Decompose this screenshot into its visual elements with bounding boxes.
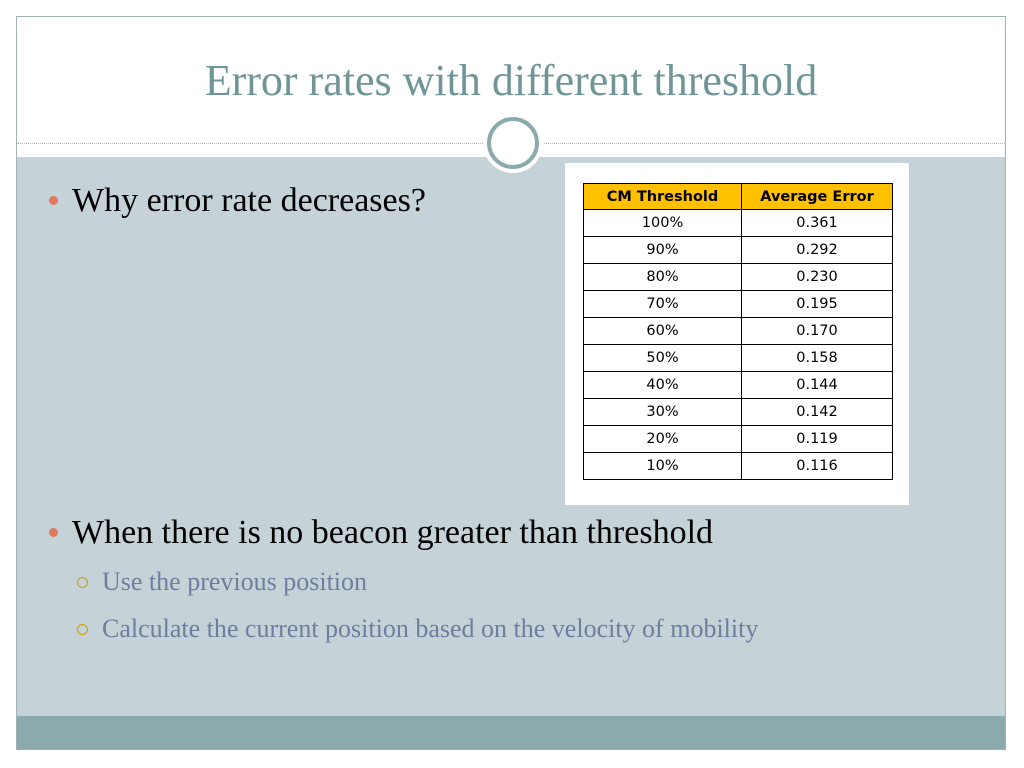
- table-cell: 0.361: [742, 210, 893, 237]
- sub-bullet-2-text: Calculate the current position based on the velocity of mobility: [102, 614, 759, 643]
- table-cell: 0.116: [742, 453, 893, 480]
- table-cell: 50%: [584, 345, 742, 372]
- table-cell: 80%: [584, 264, 742, 291]
- slide: [16, 16, 1006, 750]
- table-cell: 40%: [584, 372, 742, 399]
- table-cell: 0.158: [742, 345, 893, 372]
- table-cell: 30%: [584, 399, 742, 426]
- table-row: [584, 345, 893, 372]
- bullet-1-text: Why error rate decreases?: [72, 182, 426, 219]
- table-cell: 20%: [584, 426, 742, 453]
- table-cell: 0.170: [742, 318, 893, 345]
- bullet-dot-icon: [49, 528, 58, 537]
- sub-bullet-1-text: Use the previous position: [102, 567, 368, 596]
- table-row: [584, 291, 893, 318]
- table-row: [584, 399, 893, 426]
- table-cell: 0.292: [742, 237, 893, 264]
- table-cell: 60%: [584, 318, 742, 345]
- table-cell: 0.119: [742, 426, 893, 453]
- table-header: Average Error: [742, 184, 893, 210]
- table-header: CM Threshold: [584, 184, 742, 210]
- table-header-row: [584, 184, 893, 210]
- table-cell: 70%: [584, 291, 742, 318]
- sub-bullet-1: [77, 567, 367, 597]
- table-row: [584, 237, 893, 264]
- table-row: [584, 210, 893, 237]
- table-cell: 0.142: [742, 399, 893, 426]
- ring-bullet-icon: [77, 577, 88, 588]
- bullet-2-text: When there is no beacon greater than threshold: [72, 514, 714, 551]
- table-cell: 0.144: [742, 372, 893, 399]
- table-row: [584, 453, 893, 480]
- table-cell: 0.230: [742, 264, 893, 291]
- table-cell: 90%: [584, 237, 742, 264]
- circle-ornament-icon: [487, 117, 539, 169]
- table-row: [584, 318, 893, 345]
- bullet-2: [49, 513, 713, 552]
- table-cell: 100%: [584, 210, 742, 237]
- table-row: [584, 426, 893, 453]
- error-table-image: [565, 163, 909, 505]
- table-cell: 10%: [584, 453, 742, 480]
- table-row: [584, 264, 893, 291]
- bullet-dot-icon: [49, 196, 58, 205]
- table-cell: 0.195: [742, 291, 893, 318]
- slide-title: Error rates with different threshold: [204, 56, 818, 105]
- table-row: [584, 372, 893, 399]
- footer-band: [17, 716, 1005, 750]
- bullet-1: [49, 181, 426, 220]
- ring-bullet-icon: [77, 624, 88, 635]
- sub-bullet-2: [77, 614, 758, 644]
- error-table: [583, 183, 893, 480]
